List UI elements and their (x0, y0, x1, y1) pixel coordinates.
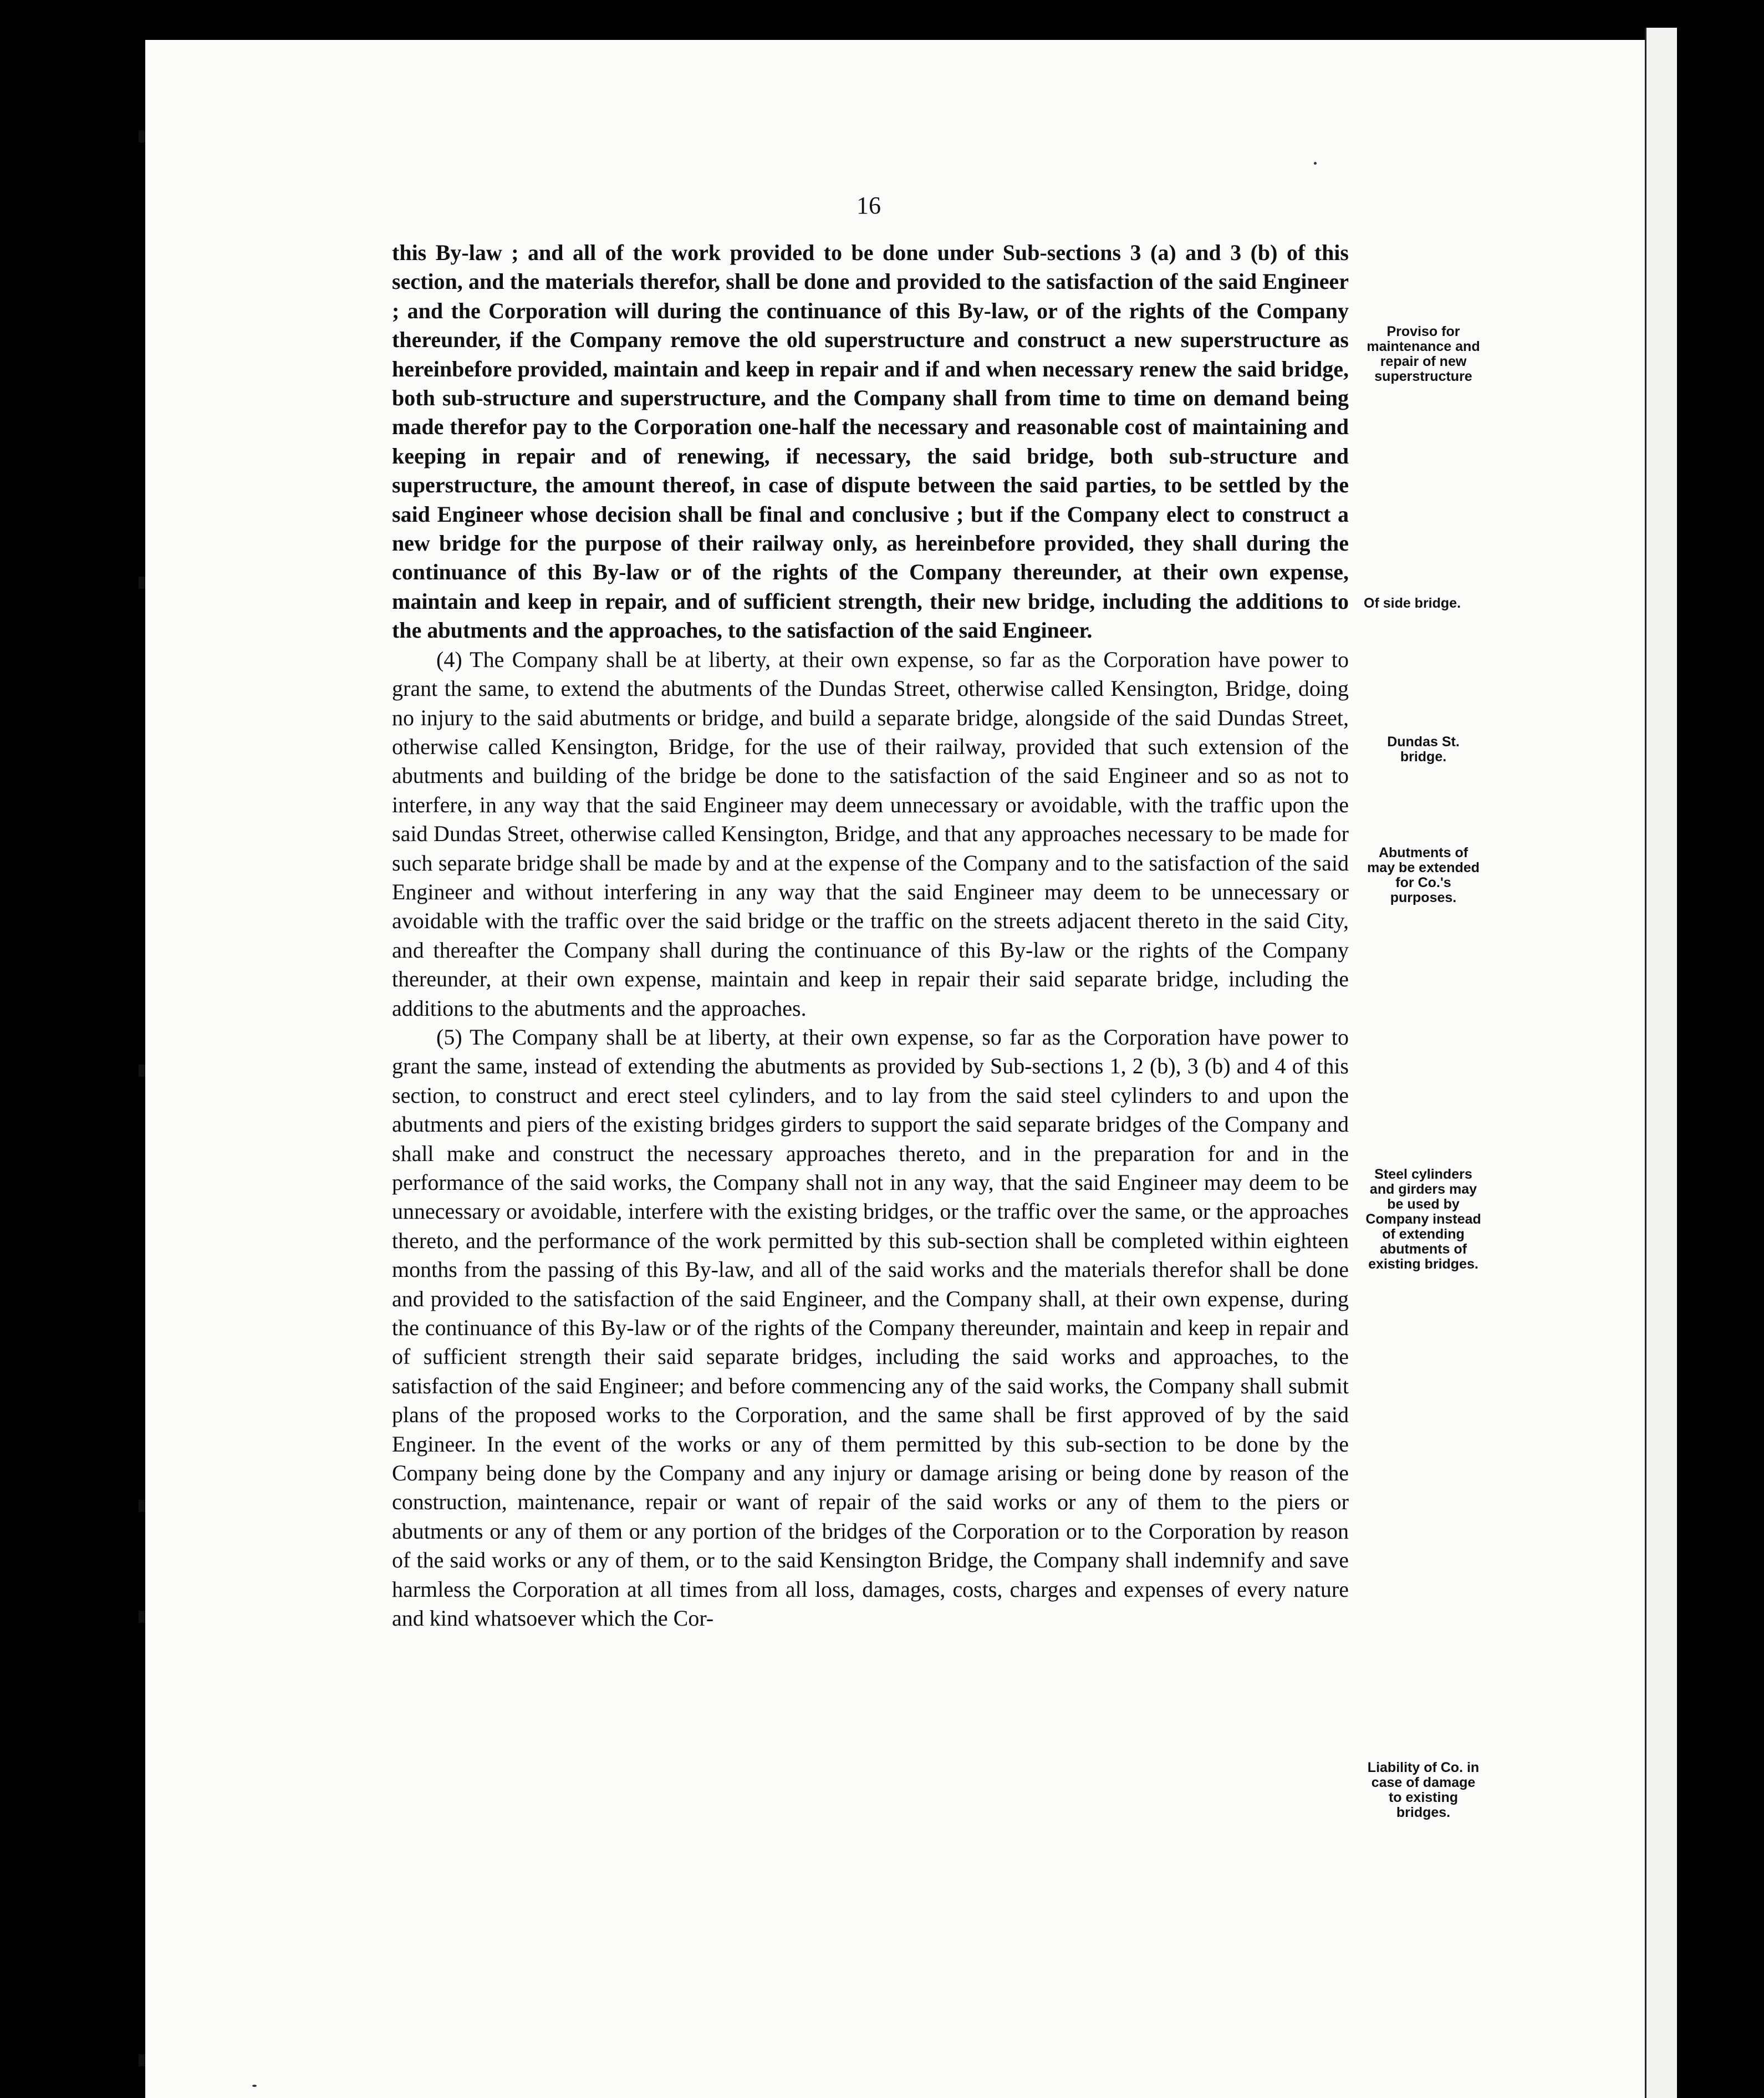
binding-mark (139, 2054, 145, 2066)
paragraph-subsection-4: (4) The Company shall be at liberty, at their own expense, so far as the Corporation have power to grant the same, to extend the abutments of the Dundas Street, otherwise called Kensington, Bridge, doing no injury to the said abutments or bridge, and build a separate bridge, alongside of the said Dundas Street, otherwise called Kensington, Bridge, for the use of their railway, provided that such extension of the abutments and building of the bridge be done to the satisfaction of the said Engineer and so as not to interfere, in any way that the said Engineer may deem unnecessary or avoidable, with the traffic upon the said Dundas Street, otherwise called Kensington, Bridge, and that any approaches necessary to be made for such separate bridge shall be made by and at the expense of the Company and to the satisfaction of the said Engineer and without interfering in any way that the said Engineer may deem to be unnecessary or avoidable with the traffic over the said bridge or the traffic on the streets adjacent thereto in the said City, and thereafter the Company shall during the continuance of this By-law or the rights of the Company thereunder, at their own expense, maintain and keep in repair their said separate bridge, including the additions to the abutments and the approaches. (392, 646, 1349, 1021)
paragraph-continuation: this By-law ; and all of the work provided to be done under Sub-sections 3 (a) and 3 (b) of this section, and the materials therefor, shall be done and provided to the satisfaction of the said Engineer ; and the Corporation will during the continuance of this By-law, or of the rights of the Company thereunder, if the Company remove the old superstructure and construct a new superstructure as hereinbefore provided, maintain and keep in repair and if and when necessary renew the said bridge, both sub-structure and superstructure, and the Company shall from time to time on demand being made therefor pay to the Corporation one-half the necessary and reasonable cost of maintaining and keeping in repair and of renewing, if necessary, the said bridge, both sub-structure and superstructure, the amount thereof, in case of dispute between the said parties, to be settled by the said Engineer whose decision shall be final and conclusive ; but if the Company elect to construct a new bridge for the purpose of their railway only, as hereinbefore provided, they shall during the continuance of this By-law or of the rights of the Company thereunder, at their own expense, maintain and keep in repair, and of sufficient strength, their new bridge, including the additions to the abutments and the approaches, to the satisfaction of the said Engineer. (392, 240, 1349, 643)
margin-note-steel-cylinders: Steel cylinders and girders may be used by Company instead of extending abutments of existing bridges. (1365, 1167, 1481, 1272)
page-number: 16 (856, 192, 881, 219)
margin-note-liability: Liability of Co. in case of damage to existing bridges. (1367, 1760, 1480, 1820)
binding-mark (139, 1500, 145, 1512)
margin-note-side-bridge: Of side bridge. (1364, 595, 1461, 611)
binding-mark (139, 1065, 145, 1077)
margin-note-abutments: Abutments of may be extended for Co.'s purposes. (1367, 845, 1480, 905)
binding-mark (139, 1611, 145, 1623)
paragraph-subsection-5: (5) The Company shall be at liberty, at their own expense, so far as the Corporation have power to grant the same, instead of extending the abutments as provided by Sub-sections 1, 2 (b), 3 (b) and 4 of this section, to construct and erect steel cylinders, and to lay from the said steel cylinders to and upon the abutments and piers of the existing bridges girders to support the said separate bridges of the Company and shall make and construct the necessary approaches thereto, and in the preparation for and in the performance of the said works, the Company shall not in any way, that the said Engineer may deem to be unnecessary or avoidable, interfere with the existing bridges, or the traffic over the same, or the approaches thereto, and the performance of the work permitted by this sub-section shall be completed within eighteen months from the passing of this By-law, and all of the said works and the materials therefor shall be done and provided to the satisfaction of the said Engineer, and the Company shall, at their own expense, during the continuance of this By-law or of the rights of the Company thereunder, maintain and keep in repair and of sufficient strength their said separate bridges, including the said works and approaches, to the satisfaction of the said Engineer; and before commencing any of the said works, the Company shall submit plans of the proposed works to the Corporation, and the same shall be first approved of by the said Engineer. In the event of the works or any of them permitted by this sub-section to be done by the Company being done by the Company and any injury or damage arising or being done by reason of the construction, maintenance, repair or want of repair of the said works or any of them to the piers or abutments or any of them or any portion of the bridges of the Corporation or to the Corporation by reason of the said works or any of them, or to the said Kensington Bridge, the Company shall indemnify and save harmless the Corporation at all times from all loss, damages, costs, charges and expenses of every nature and kind whatsoever which the Cor- (392, 1024, 1349, 1631)
body-text (392, 238, 1349, 1633)
scan-speck (1314, 162, 1317, 165)
margin-note-proviso: Proviso for maintenance and repair of new superstructure (1367, 324, 1480, 384)
page-fold-edge (1645, 28, 1677, 2098)
binding-mark (139, 577, 145, 589)
margin-note-dundas: Dundas St. bridge. (1387, 734, 1460, 765)
scan-speck (252, 2085, 257, 2087)
binding-mark (139, 130, 145, 142)
